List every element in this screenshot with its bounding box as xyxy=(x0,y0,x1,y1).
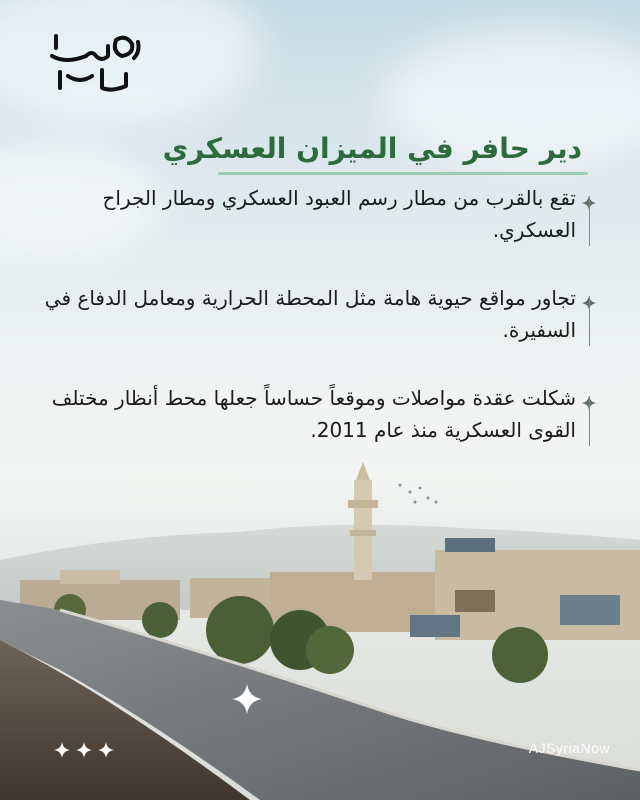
bullet-text: شكلت عقدة مواصلات وموقعاً حساساً جعلها محط أنظار مختلف القوى العسكرية منذ عام 2011. xyxy=(51,386,576,442)
list-item xyxy=(40,282,600,346)
bullet-text: تجاور مواقع حيوية هامة مثل المحطة الحرارية ومعامل الدفاع في السفيرة. xyxy=(44,286,576,342)
list-item xyxy=(40,182,600,246)
list-item xyxy=(40,382,600,446)
bullet-list xyxy=(40,182,600,482)
three-stars-icon xyxy=(54,740,114,760)
headline: دير حافر في الميزان العسكري xyxy=(162,132,582,165)
bullet-connector xyxy=(589,396,590,446)
syria-now-logo xyxy=(46,28,146,98)
watermark: AJSyriaNow xyxy=(528,740,610,756)
bullet-connector xyxy=(589,196,590,246)
bullet-connector xyxy=(589,296,590,346)
headline-underline xyxy=(218,172,588,175)
bullet-text: تقع بالقرب من مطار رسم العبود العسكري ومطار الجراح العسكري. xyxy=(102,186,576,242)
four-point-star-icon xyxy=(232,684,262,714)
